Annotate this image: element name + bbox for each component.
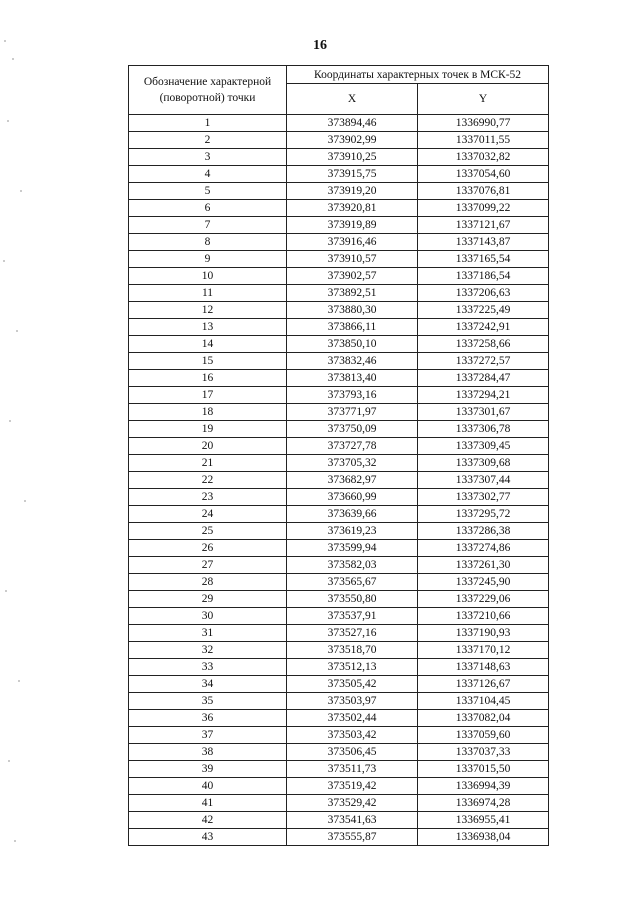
x-coordinate-cell: 373512,13 — [287, 659, 418, 676]
point-number-cell: 22 — [129, 472, 287, 489]
x-coordinate-cell: 373919,89 — [287, 217, 418, 234]
y-coordinate-cell: 1337015,50 — [418, 761, 549, 778]
table-row — [129, 591, 549, 608]
point-number-cell: 21 — [129, 455, 287, 472]
point-number-cell: 2 — [129, 132, 287, 149]
table-row — [129, 336, 549, 353]
table-row — [129, 506, 549, 523]
x-coordinate-cell: 373919,20 — [287, 183, 418, 200]
table-body — [129, 115, 549, 846]
table-row — [129, 319, 549, 336]
x-coordinate-cell: 373550,80 — [287, 591, 418, 608]
y-coordinate-cell: 1337284,47 — [418, 370, 549, 387]
y-coordinate-cell: 1337302,77 — [418, 489, 549, 506]
y-coordinate-cell: 1337272,57 — [418, 353, 549, 370]
y-coordinate-cell: 1337059,60 — [418, 727, 549, 744]
x-coordinate-cell: 373527,16 — [287, 625, 418, 642]
point-number-cell: 16 — [129, 370, 287, 387]
table-row — [129, 234, 549, 251]
point-number-cell: 32 — [129, 642, 287, 659]
x-coordinate-cell: 373750,09 — [287, 421, 418, 438]
table-row — [129, 455, 549, 472]
x-coordinate-cell: 373537,91 — [287, 608, 418, 625]
y-coordinate-cell: 1337306,78 — [418, 421, 549, 438]
y-coordinate-cell: 1337190,93 — [418, 625, 549, 642]
table-row — [129, 166, 549, 183]
point-number-cell: 25 — [129, 523, 287, 540]
point-number-cell: 29 — [129, 591, 287, 608]
table-row — [129, 642, 549, 659]
y-coordinate-cell: 1337301,67 — [418, 404, 549, 421]
x-coordinate-cell: 373813,40 — [287, 370, 418, 387]
table-row — [129, 370, 549, 387]
point-number-cell: 20 — [129, 438, 287, 455]
table-row — [129, 659, 549, 676]
x-coordinate-cell: 373920,81 — [287, 200, 418, 217]
x-coordinate-cell: 373915,75 — [287, 166, 418, 183]
y-coordinate-cell: 1337307,44 — [418, 472, 549, 489]
point-number-cell: 30 — [129, 608, 287, 625]
point-number-cell: 41 — [129, 795, 287, 812]
x-coordinate-cell: 373503,97 — [287, 693, 418, 710]
y-coordinate-cell: 1337099,22 — [418, 200, 549, 217]
point-number-cell: 3 — [129, 149, 287, 166]
point-number-cell: 13 — [129, 319, 287, 336]
point-number-cell: 12 — [129, 302, 287, 319]
y-coordinate-cell: 1337309,45 — [418, 438, 549, 455]
y-coordinate-cell: 1337011,55 — [418, 132, 549, 149]
y-coordinate-cell: 1337076,81 — [418, 183, 549, 200]
point-number-cell: 28 — [129, 574, 287, 591]
x-coordinate-cell: 373910,25 — [287, 149, 418, 166]
x-coordinate-cell: 373832,46 — [287, 353, 418, 370]
y-coordinate-cell: 1336974,28 — [418, 795, 549, 812]
x-coordinate-cell: 373518,70 — [287, 642, 418, 659]
x-coordinate-cell: 373866,11 — [287, 319, 418, 336]
table-row — [129, 489, 549, 506]
x-coordinate-cell: 373511,73 — [287, 761, 418, 778]
table-row — [129, 540, 549, 557]
point-number-cell: 31 — [129, 625, 287, 642]
x-coordinate-cell: 373565,67 — [287, 574, 418, 591]
point-number-cell: 27 — [129, 557, 287, 574]
point-number-cell: 7 — [129, 217, 287, 234]
x-coordinate-cell: 373619,23 — [287, 523, 418, 540]
table-row — [129, 115, 549, 132]
point-number-cell: 24 — [129, 506, 287, 523]
table-row — [129, 829, 549, 846]
y-coordinate-cell: 1337206,63 — [418, 285, 549, 302]
y-coordinate-cell: 1337121,67 — [418, 217, 549, 234]
x-coordinate-cell: 373850,10 — [287, 336, 418, 353]
point-number-cell: 39 — [129, 761, 287, 778]
table-row — [129, 149, 549, 166]
x-coordinate-cell: 373660,99 — [287, 489, 418, 506]
point-number-cell: 42 — [129, 812, 287, 829]
table-row — [129, 727, 549, 744]
x-coordinate-cell: 373529,42 — [287, 795, 418, 812]
y-coordinate-cell: 1337148,63 — [418, 659, 549, 676]
y-coordinate-cell: 1337245,90 — [418, 574, 549, 591]
table-row — [129, 693, 549, 710]
y-coordinate-cell: 1337186,54 — [418, 268, 549, 285]
table-row — [129, 744, 549, 761]
x-coordinate-cell: 373705,32 — [287, 455, 418, 472]
y-coordinate-cell: 1337210,66 — [418, 608, 549, 625]
point-number-cell: 11 — [129, 285, 287, 302]
y-coordinate-cell: 1337242,91 — [418, 319, 549, 336]
x-coordinate-cell: 373902,99 — [287, 132, 418, 149]
table-row — [129, 812, 549, 829]
y-coordinate-cell: 1337225,49 — [418, 302, 549, 319]
point-number-cell: 35 — [129, 693, 287, 710]
y-coordinate-cell: 1337309,68 — [418, 455, 549, 472]
y-coordinate-cell: 1337295,72 — [418, 506, 549, 523]
header-y: Y — [418, 84, 549, 115]
point-number-cell: 9 — [129, 251, 287, 268]
table-row — [129, 285, 549, 302]
point-number-cell: 6 — [129, 200, 287, 217]
x-coordinate-cell: 373916,46 — [287, 234, 418, 251]
y-coordinate-cell: 1337294,21 — [418, 387, 549, 404]
table-row — [129, 200, 549, 217]
y-coordinate-cell: 1337229,06 — [418, 591, 549, 608]
x-coordinate-cell: 373503,42 — [287, 727, 418, 744]
y-coordinate-cell: 1337274,86 — [418, 540, 549, 557]
x-coordinate-cell: 373555,87 — [287, 829, 418, 846]
table-row — [129, 387, 549, 404]
y-coordinate-cell: 1336994,39 — [418, 778, 549, 795]
y-coordinate-cell: 1337054,60 — [418, 166, 549, 183]
x-coordinate-cell: 373727,78 — [287, 438, 418, 455]
point-number-cell: 33 — [129, 659, 287, 676]
point-number-cell: 18 — [129, 404, 287, 421]
point-number-cell: 17 — [129, 387, 287, 404]
point-number-cell: 8 — [129, 234, 287, 251]
x-coordinate-cell: 373639,66 — [287, 506, 418, 523]
x-coordinate-cell: 373880,30 — [287, 302, 418, 319]
point-number-cell: 1 — [129, 115, 287, 132]
x-coordinate-cell: 373506,45 — [287, 744, 418, 761]
point-number-cell: 14 — [129, 336, 287, 353]
y-coordinate-cell: 1336955,41 — [418, 812, 549, 829]
table-row — [129, 710, 549, 727]
table-row — [129, 132, 549, 149]
table-row — [129, 778, 549, 795]
y-coordinate-cell: 1337143,87 — [418, 234, 549, 251]
x-coordinate-cell: 373894,46 — [287, 115, 418, 132]
y-coordinate-cell: 1336938,04 — [418, 829, 549, 846]
y-coordinate-cell: 1337126,67 — [418, 676, 549, 693]
x-coordinate-cell: 373505,42 — [287, 676, 418, 693]
x-coordinate-cell: 373902,57 — [287, 268, 418, 285]
header-coordinates-group: Координаты характерных точек в МСК-52 — [287, 66, 549, 84]
x-coordinate-cell: 373771,97 — [287, 404, 418, 421]
point-number-cell: 43 — [129, 829, 287, 846]
point-number-cell: 34 — [129, 676, 287, 693]
y-coordinate-cell: 1336990,77 — [418, 115, 549, 132]
point-number-cell: 23 — [129, 489, 287, 506]
coordinates-table — [128, 65, 549, 846]
table-row — [129, 608, 549, 625]
table-row — [129, 353, 549, 370]
y-coordinate-cell: 1337261,30 — [418, 557, 549, 574]
y-coordinate-cell: 1337170,12 — [418, 642, 549, 659]
point-number-cell: 38 — [129, 744, 287, 761]
x-coordinate-cell: 373502,44 — [287, 710, 418, 727]
header-point-label: Обозначение характерной (поворотной) точки — [129, 66, 287, 115]
table-row — [129, 574, 549, 591]
y-coordinate-cell: 1337286,38 — [418, 523, 549, 540]
table-row — [129, 472, 549, 489]
x-coordinate-cell: 373541,63 — [287, 812, 418, 829]
point-number-cell: 40 — [129, 778, 287, 795]
x-coordinate-cell: 373910,57 — [287, 251, 418, 268]
y-coordinate-cell: 1337032,82 — [418, 149, 549, 166]
x-coordinate-cell: 373892,51 — [287, 285, 418, 302]
y-coordinate-cell: 1337258,66 — [418, 336, 549, 353]
table-row — [129, 183, 549, 200]
x-coordinate-cell: 373599,94 — [287, 540, 418, 557]
x-coordinate-cell: 373793,16 — [287, 387, 418, 404]
table-row — [129, 404, 549, 421]
table-row — [129, 523, 549, 540]
x-coordinate-cell: 373682,97 — [287, 472, 418, 489]
scan-specks — [0, 0, 60, 905]
table-row — [129, 676, 549, 693]
point-number-cell: 37 — [129, 727, 287, 744]
table-row — [129, 625, 549, 642]
y-coordinate-cell: 1337037,33 — [418, 744, 549, 761]
y-coordinate-cell: 1337165,54 — [418, 251, 549, 268]
page-number: 16 — [313, 38, 327, 53]
table-row — [129, 251, 549, 268]
point-number-cell: 15 — [129, 353, 287, 370]
table-row — [129, 438, 549, 455]
point-number-cell: 4 — [129, 166, 287, 183]
point-number-cell: 19 — [129, 421, 287, 438]
table-row — [129, 761, 549, 778]
x-coordinate-cell: 373582,03 — [287, 557, 418, 574]
table-row — [129, 795, 549, 812]
point-number-cell: 10 — [129, 268, 287, 285]
point-number-cell: 26 — [129, 540, 287, 557]
y-coordinate-cell: 1337104,45 — [418, 693, 549, 710]
y-coordinate-cell: 1337082,04 — [418, 710, 549, 727]
table-row — [129, 421, 549, 438]
table-row — [129, 557, 549, 574]
table-row — [129, 268, 549, 285]
table-row — [129, 217, 549, 234]
x-coordinate-cell: 373519,42 — [287, 778, 418, 795]
point-number-cell: 5 — [129, 183, 287, 200]
header-x: X — [287, 84, 418, 115]
table-row — [129, 302, 549, 319]
point-number-cell: 36 — [129, 710, 287, 727]
